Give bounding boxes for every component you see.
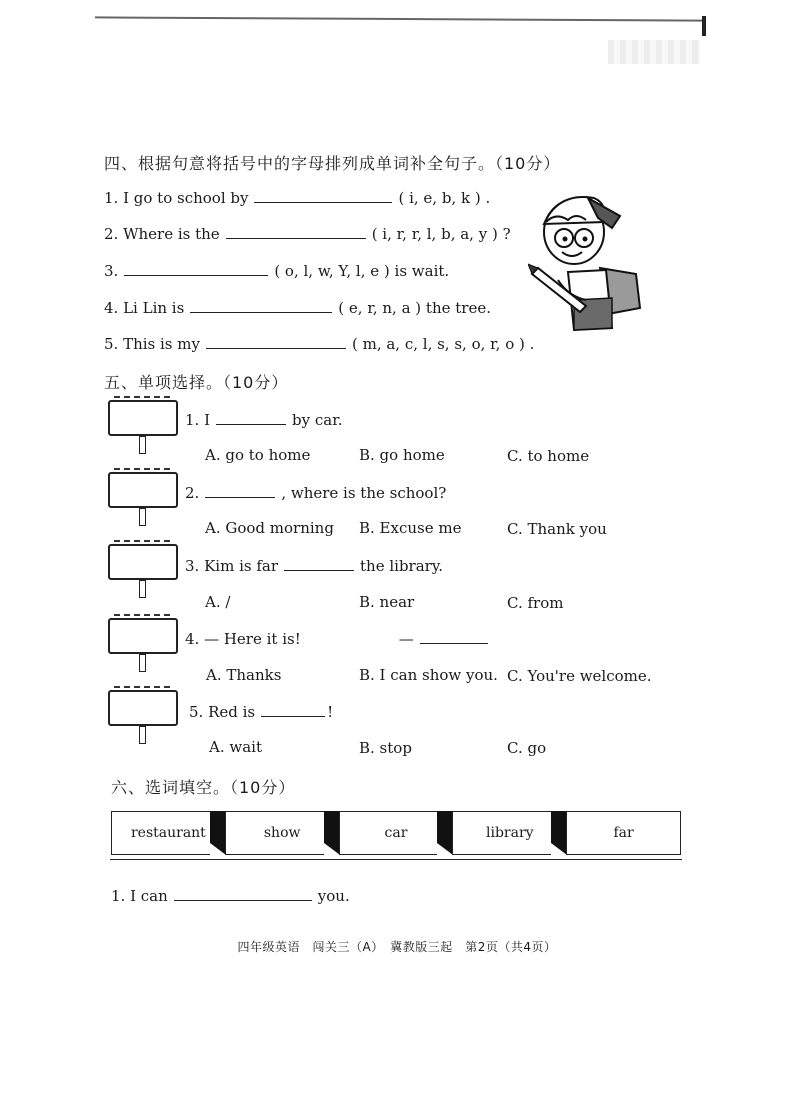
s4-item-2-blank[interactable] xyxy=(226,224,366,239)
section-six-heading: 六、选词填空。（10分） xyxy=(111,778,296,797)
s5-question-4 xyxy=(185,629,494,648)
s4-item-2-text: 2. Where is the xyxy=(104,225,220,243)
s5-q2-option-c[interactable]: C. Thank you xyxy=(507,520,607,538)
s5-q2-text-end: , where is the school? xyxy=(281,484,447,502)
s5-q1-text: 1. I xyxy=(185,411,211,429)
s5-q4-option-c[interactable]: C. You're welcome. xyxy=(507,667,652,685)
s5-q5-blank[interactable] xyxy=(261,702,325,717)
s4-item-3-letters: ( o, l, w, Y, l, e ) is wait. xyxy=(274,262,450,280)
s5-q1-option-a[interactable]: A. go to home xyxy=(205,446,311,464)
signpost-icon xyxy=(108,468,176,526)
signpost-icon xyxy=(108,540,176,598)
signpost-icon xyxy=(108,614,176,672)
s4-item-1 xyxy=(104,188,490,207)
s5-q3-text: 3. Kim is far xyxy=(185,557,279,575)
s4-item-1-letters: ( i, e, b, k ) . xyxy=(398,189,491,207)
s4-item-5-blank[interactable] xyxy=(206,334,346,349)
section-five-heading: 五、单项选择。（10分） xyxy=(104,373,289,392)
s5-q5-option-b[interactable]: B. stop xyxy=(359,739,412,757)
s5-q2-text: 2. xyxy=(185,484,200,502)
s5-q2-option-b[interactable]: B. Excuse me xyxy=(359,519,462,537)
s5-question-5 xyxy=(189,702,333,721)
s5-q2-option-a[interactable]: A. Good morning xyxy=(205,519,334,537)
scan-artifact-smudge xyxy=(608,40,700,64)
s4-item-4-blank[interactable] xyxy=(190,298,332,313)
word-bank-word: show xyxy=(263,825,301,841)
s5-q5-option-c[interactable]: C. go xyxy=(507,739,547,757)
s4-item-2 xyxy=(104,224,511,243)
s5-q4-blank[interactable] xyxy=(420,629,488,644)
s4-item-2-letters: ( i, r, r, l, b, a, y ) ? xyxy=(371,225,511,243)
s6-item-1 xyxy=(111,886,350,905)
s5-q1-text-end: by car. xyxy=(292,411,343,429)
s5-q2-blank[interactable] xyxy=(205,483,275,498)
s4-item-5-letters: ( m, a, c, l, s, s, o, r, o ) . xyxy=(351,335,535,353)
s5-q5-text: 5. Red is xyxy=(189,703,256,721)
s4-item-1-text: 1. I go to school by xyxy=(104,189,249,207)
s5-question-3 xyxy=(185,556,443,575)
word-bank-word: far xyxy=(613,825,634,841)
s5-q3-option-c[interactable]: C. from xyxy=(507,594,564,612)
word-bank-word: restaurant xyxy=(130,825,206,841)
scan-artifact-line xyxy=(95,16,705,29)
word-bank-word: library xyxy=(486,825,534,841)
signpost-icon xyxy=(108,686,176,744)
s5-q3-option-a[interactable]: A. / xyxy=(205,593,231,611)
s4-item-5-text: 5. This is my xyxy=(104,335,200,353)
s5-question-2 xyxy=(185,483,446,502)
signpost-icon xyxy=(108,396,176,454)
s5-q1-blank[interactable] xyxy=(216,410,286,425)
s4-item-4-text: 4. Li Lin is xyxy=(104,299,185,317)
s4-item-3 xyxy=(104,261,449,280)
s5-q4-option-a[interactable]: A. Thanks xyxy=(206,666,282,684)
scan-artifact-mark xyxy=(702,16,706,36)
word-bank-item[interactable] xyxy=(566,811,681,855)
s5-q5-option-a[interactable]: A. wait xyxy=(209,738,262,756)
word-bank-word: car xyxy=(384,825,408,841)
s5-q4-dash: — xyxy=(398,630,414,648)
s4-item-5 xyxy=(104,334,534,353)
page-footer: 四年级英语 闯关三（A） 冀教版三起 第2页（共4页） xyxy=(237,940,557,954)
s5-q4-option-b[interactable]: B. I can show you. xyxy=(359,666,498,684)
s5-q3-text-end: the library. xyxy=(360,557,444,575)
s5-q1-option-c[interactable]: C. to home xyxy=(507,447,590,465)
s5-question-1 xyxy=(185,410,343,429)
s6-item-1-text-end: you. xyxy=(317,887,350,905)
s6-item-1-blank[interactable] xyxy=(174,886,312,901)
s5-q5-text-end: ! xyxy=(327,703,334,721)
word-bank-item[interactable] xyxy=(452,811,566,855)
s4-item-4-letters: ( e, r, n, a ) the tree. xyxy=(338,299,491,317)
boy-with-pencil-illustration xyxy=(528,188,646,338)
s4-item-1-blank[interactable] xyxy=(254,188,392,203)
section-four-heading: 四、根据句意将括号中的字母排列成单词补全句子。（10分） xyxy=(104,154,561,173)
word-bank-baseline xyxy=(110,859,682,860)
word-bank-item[interactable] xyxy=(225,811,339,855)
s4-item-3-text: 3. xyxy=(104,262,119,280)
word-bank-item[interactable] xyxy=(111,811,225,855)
s5-q3-blank[interactable] xyxy=(284,556,354,571)
s4-item-4 xyxy=(104,298,491,317)
s4-item-3-blank[interactable] xyxy=(124,261,268,276)
s5-q3-option-b[interactable]: B. near xyxy=(359,593,415,611)
s5-q1-option-b[interactable]: B. go home xyxy=(359,446,445,464)
word-bank-item[interactable] xyxy=(339,811,453,855)
s6-item-1-text: 1. I can xyxy=(111,887,168,905)
s5-q4-text: 4. — Here it is! xyxy=(185,630,301,648)
word-bank xyxy=(111,811,681,855)
